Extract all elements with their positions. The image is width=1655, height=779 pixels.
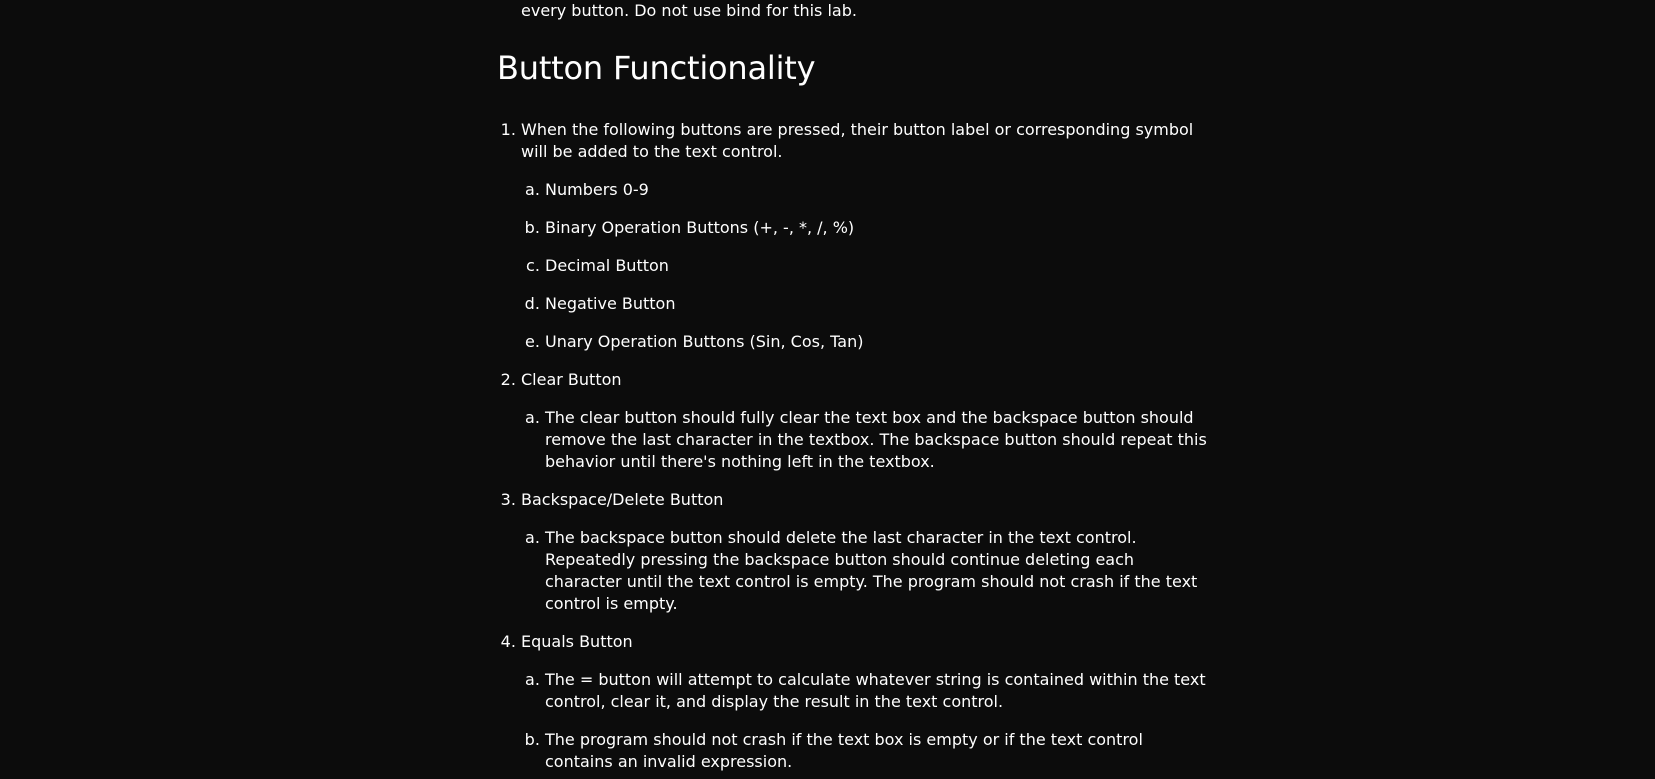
sub-list: [521, 669, 1211, 773]
list-item-text: When the following buttons are pressed, their button label or corresponding symbol will be added to the text control.: [521, 120, 1194, 161]
sub-list-item: a. The clear button should fully clear the text box and the backspace button should remove the last character in the textbox. The backspace button should repeat this behavior until there's nothing left in the textbox.: [545, 407, 1211, 473]
list-item-text: Equals Button: [521, 632, 633, 651]
sub-list-item: c. Decimal Button: [545, 255, 1211, 277]
sub-list-item: a. The backspace button should delete the last character in the text control. Repeatedly pressing the backspace button should continue deleting each character until the text control is empty. The program should not crash if the text control is empty.: [545, 527, 1211, 615]
sub-list: [521, 407, 1211, 473]
preceding-paragraph-text: every button. Do not use bind for this lab.: [521, 1, 857, 20]
sub-list-item: b. Binary Operation Buttons (+, -, *, /, %): [545, 217, 1211, 239]
sub-list-item: d. Negative Button: [545, 293, 1211, 315]
sub-list-item: a. Numbers 0-9: [545, 179, 1211, 201]
list-item-text: Clear Button: [521, 370, 622, 389]
list-item: [521, 489, 1211, 615]
sub-list: [521, 527, 1211, 615]
list-item: [521, 119, 1211, 353]
list-item: [521, 631, 1211, 773]
sub-list-item: a. The = button will attempt to calculate whatever string is contained within the text control, clear it, and display the result in the text control.: [545, 669, 1211, 713]
functionality-list: [497, 119, 1211, 779]
section-heading: Button Functionality: [497, 49, 816, 87]
list-item: [521, 369, 1211, 473]
sub-list-item: e. Unary Operation Buttons (Sin, Cos, Tan): [545, 331, 1211, 353]
sub-list-item: b. The program should not crash if the text box is empty or if the text control contains an invalid expression.: [545, 729, 1211, 773]
sub-list: [521, 179, 1211, 353]
list-item-text: Backspace/Delete Button: [521, 490, 724, 509]
